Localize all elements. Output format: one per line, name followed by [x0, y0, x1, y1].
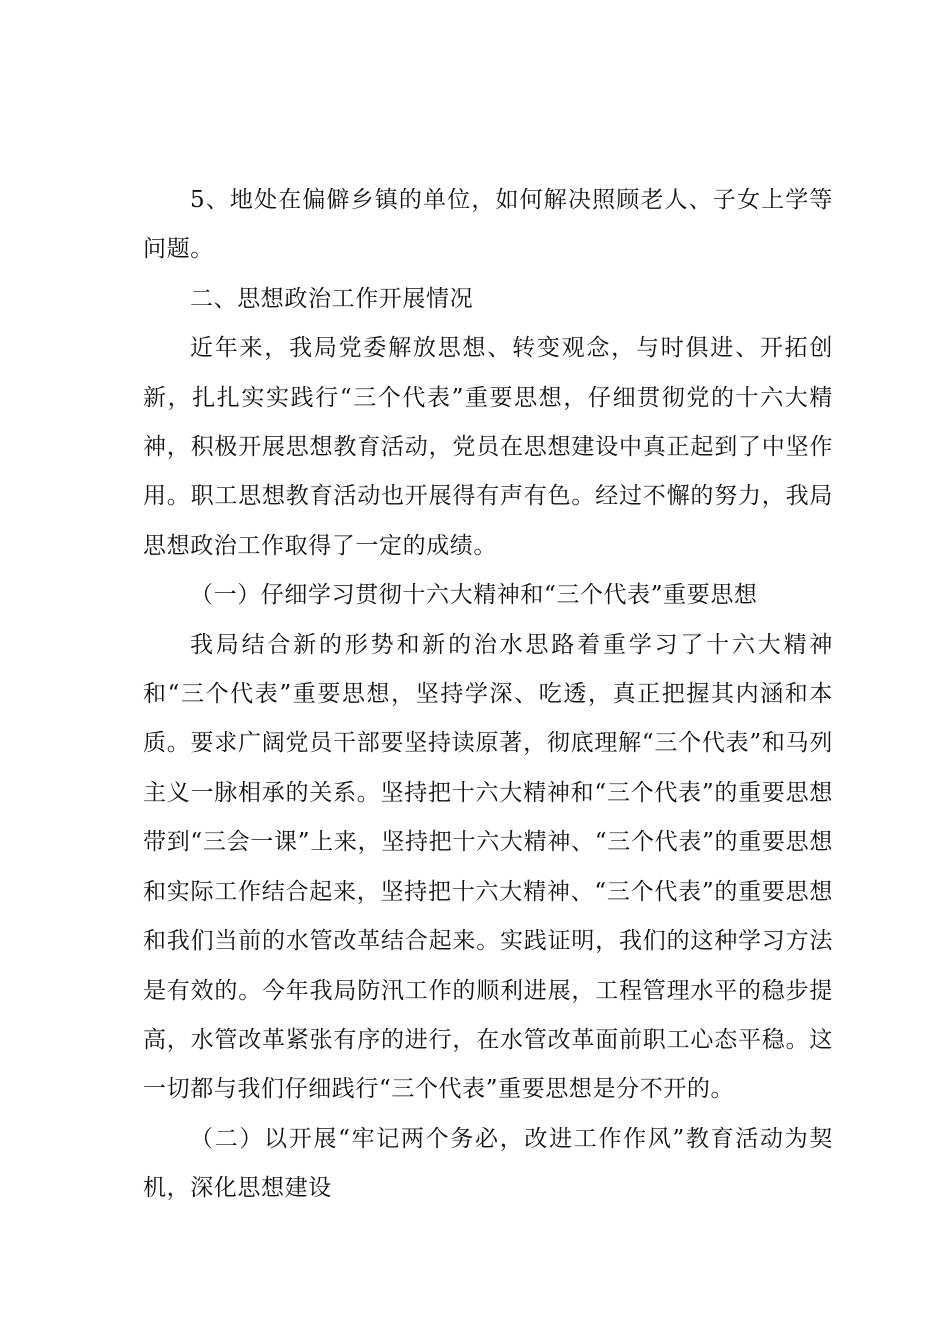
paragraph-intro: 近年来，我局党委解放思想、转变观念，与时俱进、开拓创新，扎扎实实践行“三个代表”重要思想，仔细贯彻党的十六大精神，积极开展思想教育活动，党员在思想建设中真正起到了中坚作用。职工思想教育活动也开展得有声有色。经过不懈的努力，我局思想政治工作取得了一定的成绩。	[143, 335, 833, 559]
section-heading-2: 二、思想政治工作开展情况	[190, 285, 474, 312]
subsection-heading-2: （二）以开展“牢记两个务必，改进工作作风”教育活动为契机，深化思想建设	[143, 1125, 833, 1202]
subsection-heading-1: （一）仔细学习贯彻十六大精神和“三个代表”重要思想	[190, 582, 758, 609]
paragraph-issue-5: 5、地处在偏僻乡镇的单位，如何解决照顾老人、子女上学等问题。	[143, 187, 833, 263]
document-page	[143, 176, 833, 1214]
paragraph-study: 我局结合新的形势和新的治水思路着重学习了十六大精神和“三个代表”重要思想，坚持学深、吃透，真正把握其内涵和本质。要求广阔党员干部要坚持读原著，彻底理解“三个代表”和马列主义一脉相承的关系。坚持把十六大精神和“三个代表”的重要思想带到“三会一课”上来，坚持把十六大精神、“三个代表”的重要思想和实际工作结合起来，坚持把十六大精神、“三个代表”的重要思想和我们当前的水管改革结合起来。实践证明，我们的这种学习方法是有效的。今年我局防汛工作的顺利进展，工程管理水平的稳步提高，水管改革紧张有序的进行，在水管改革面前职工心态平稳。这一切都与我们仔细践行“三个代表”重要思想是分不开的。	[143, 631, 833, 1103]
